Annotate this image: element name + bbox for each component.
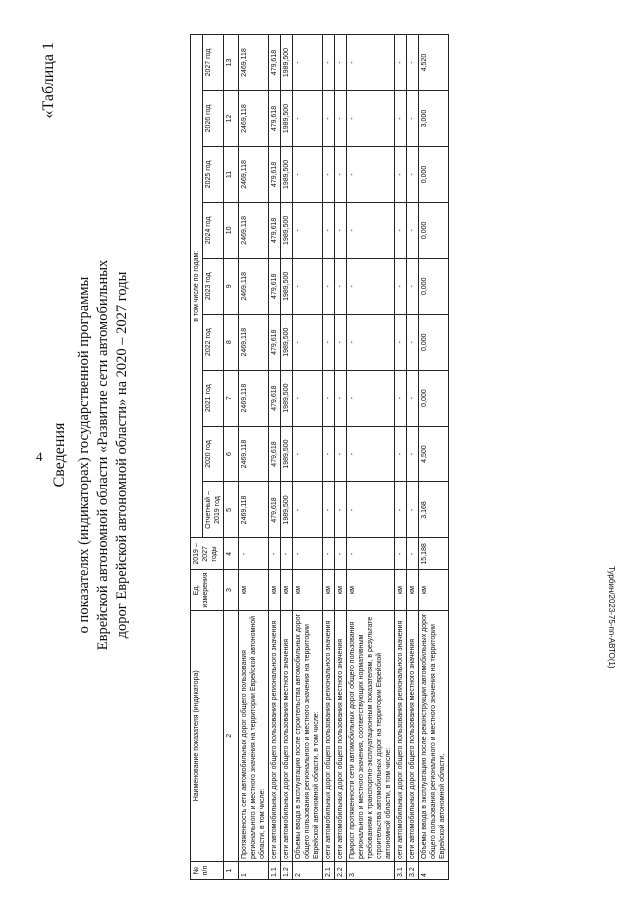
header-year: 2021 год	[203, 370, 224, 426]
year-value-cell: -	[323, 482, 335, 538]
year-value-cell: 3,000	[419, 91, 449, 147]
year-value-cell: -	[395, 314, 407, 370]
year-value-cell: -	[395, 258, 407, 314]
year-value-cell: 2469,118	[239, 35, 269, 91]
column-number: 6	[224, 426, 239, 482]
year-value-cell: -	[335, 482, 347, 538]
year-value-cell: -	[347, 258, 395, 314]
year-value-cell: 0,000	[419, 314, 449, 370]
year-value-cell: 479,618	[269, 91, 281, 147]
year-value-cell: -	[323, 202, 335, 258]
table-body	[239, 35, 449, 880]
year-value-cell: 479,618	[269, 314, 281, 370]
year-value-cell: -	[335, 91, 347, 147]
year-value-cell: -	[347, 370, 395, 426]
unit-cell: км	[419, 570, 449, 610]
total-cell: -	[335, 538, 347, 570]
table-row	[347, 35, 395, 880]
unit-cell: км	[335, 570, 347, 610]
total-cell: -	[239, 538, 269, 570]
year-value-cell: 0,000	[419, 146, 449, 202]
column-number: 8	[224, 314, 239, 370]
year-value-cell: -	[335, 146, 347, 202]
year-value-cell: -	[347, 91, 395, 147]
column-number: 9	[224, 258, 239, 314]
indicator-name-cell: сети автомобильных дорог общего пользования местного значения	[281, 610, 293, 861]
table-row	[293, 35, 323, 880]
header-year: 2022 год	[203, 314, 224, 370]
year-value-cell: 2469,118	[239, 314, 269, 370]
header-total: 2019 – 2027 годы	[191, 538, 224, 570]
year-value-cell: 2469,118	[239, 426, 269, 482]
header-year: 2024 год	[203, 202, 224, 258]
year-value-cell: 1989,500	[281, 91, 293, 147]
header-year: 2020 год	[203, 426, 224, 482]
table-row	[335, 35, 347, 880]
year-value-cell: -	[293, 146, 323, 202]
document-heading	[50, 30, 132, 880]
year-value-cell: -	[293, 370, 323, 426]
column-number: 5	[224, 482, 239, 538]
indicator-name-cell: сети автомобильных дорог общего пользования местного значения	[407, 610, 419, 861]
year-value-cell: -	[335, 370, 347, 426]
year-value-cell: -	[347, 202, 395, 258]
year-value-cell: 1989,500	[281, 482, 293, 538]
year-value-cell: -	[395, 146, 407, 202]
year-value-cell: -	[407, 202, 419, 258]
year-value-cell: -	[293, 35, 323, 91]
year-value-cell: -	[347, 426, 395, 482]
year-value-cell: 479,618	[269, 482, 281, 538]
year-value-cell: -	[323, 35, 335, 91]
document-code: Турбин/2023-75-пп-АВТО(1)	[607, 566, 616, 669]
total-cell: -	[395, 538, 407, 570]
year-value-cell: -	[407, 91, 419, 147]
indicator-name-cell: Прирост протяженности сети автомобильных дорог общего пользования регионального и местного значения, соответствующих нормативным требованиям к транспортно-эксплуатационным показателям, в результате строительства автомобильных дорог на территории Еврейской автономной области, в том числе:	[347, 610, 395, 861]
row-number-cell: 1.1	[269, 862, 281, 880]
heading-title: Сведения	[51, 422, 68, 488]
year-value-cell: -	[395, 202, 407, 258]
row-number-cell: 2.2	[335, 862, 347, 880]
year-value-cell: 2469,118	[239, 482, 269, 538]
year-value-cell: 1989,500	[281, 202, 293, 258]
year-value-cell: -	[335, 314, 347, 370]
year-value-cell: -	[323, 314, 335, 370]
year-value-cell: -	[293, 202, 323, 258]
indicator-name-cell: Протяженность сети автомобильных дорог общего пользования регионального и местного значения на территории Еврейской автономной области, в том числе:	[239, 610, 269, 861]
unit-cell: км	[323, 570, 335, 610]
table-row	[419, 35, 449, 880]
year-value-cell: 1989,500	[281, 426, 293, 482]
year-value-cell: -	[293, 258, 323, 314]
unit-cell: км	[407, 570, 419, 610]
header-year: 2023 год	[203, 258, 224, 314]
year-value-cell: -	[407, 314, 419, 370]
total-cell: 15,188	[419, 538, 449, 570]
row-number-cell: 3.1	[395, 862, 407, 880]
year-value-cell: 479,618	[269, 370, 281, 426]
row-number-cell: 2	[293, 862, 323, 880]
header-year: Отчетный – 2019 год	[203, 482, 224, 538]
total-cell: -	[407, 538, 419, 570]
year-value-cell: -	[347, 314, 395, 370]
heading-line: Еврейской автономной области «Развитие сети автомобильных	[95, 259, 111, 651]
column-number: 10	[224, 202, 239, 258]
column-number: 1	[224, 862, 239, 880]
unit-cell: км	[239, 570, 269, 610]
unit-cell: км	[281, 570, 293, 610]
column-number: 2	[224, 610, 239, 861]
year-value-cell: -	[395, 370, 407, 426]
indicator-name-cell: сети автомобильных дорог общего пользования регионального значения	[269, 610, 281, 861]
column-number: 3	[224, 570, 239, 610]
year-value-cell: -	[323, 146, 335, 202]
year-value-cell: 0,000	[419, 202, 449, 258]
table-label: «Таблица 1	[40, 42, 57, 119]
year-value-cell: 1989,500	[281, 370, 293, 426]
row-number-cell: 1	[239, 862, 269, 880]
year-value-cell: 4,520	[419, 35, 449, 91]
header-year: 2026 год	[203, 91, 224, 147]
year-value-cell: 2469,118	[239, 202, 269, 258]
year-value-cell: -	[293, 91, 323, 147]
header-year: 2027 год	[203, 35, 224, 91]
year-value-cell: -	[407, 370, 419, 426]
year-value-cell: 1989,500	[281, 258, 293, 314]
table-row	[395, 35, 407, 880]
year-value-cell: -	[407, 35, 419, 91]
row-number-cell: 3	[347, 862, 395, 880]
header-years-group: в том числе по годам:	[191, 35, 203, 538]
year-value-cell: -	[347, 146, 395, 202]
year-value-cell: 2469,118	[239, 91, 269, 147]
year-value-cell: -	[395, 35, 407, 91]
year-value-cell: 479,618	[269, 35, 281, 91]
year-value-cell: -	[407, 258, 419, 314]
total-cell: -	[281, 538, 293, 570]
year-value-cell: 2469,118	[239, 146, 269, 202]
column-number: 11	[224, 146, 239, 202]
header-no: № п/п	[191, 862, 224, 880]
header-year: 2025 год	[203, 146, 224, 202]
indicator-name-cell: Объемы ввода в эксплуатацию после реконструкции автомобильных дорог общего пользования регионального и местного значения на территории Еврейской автономной области,	[419, 610, 449, 861]
row-number-cell: 1.2	[281, 862, 293, 880]
heading-line: дорог Еврейской автономной области» на 2020 – 2027 годы	[114, 271, 130, 639]
year-value-cell: 2469,118	[239, 370, 269, 426]
year-value-cell: -	[395, 426, 407, 482]
year-value-cell: -	[323, 426, 335, 482]
year-value-cell: -	[293, 426, 323, 482]
heading-line: о показателях (индикаторах) государственной программы	[76, 276, 92, 634]
year-value-cell: 3,168	[419, 482, 449, 538]
year-value-cell: 479,618	[269, 258, 281, 314]
total-cell: -	[293, 538, 323, 570]
total-cell: -	[323, 538, 335, 570]
column-number: 4	[224, 538, 239, 570]
rotated-page-content	[40, 30, 625, 880]
page-number: 4	[36, 449, 43, 464]
header-name: Наименование показателя (индикатора)	[191, 610, 224, 861]
indicator-name-cell: сети автомобильных дорог общего пользования местного значения	[335, 610, 347, 861]
year-value-cell: 2469,118	[239, 258, 269, 314]
unit-cell: км	[347, 570, 395, 610]
year-value-cell: 1989,500	[281, 35, 293, 91]
table-row	[239, 35, 269, 880]
year-value-cell: -	[395, 482, 407, 538]
year-value-cell: -	[335, 258, 347, 314]
table-row	[323, 35, 335, 880]
table-row	[269, 35, 281, 880]
year-value-cell: 0,000	[419, 258, 449, 314]
year-value-cell: 479,618	[269, 202, 281, 258]
header-unit: Ед. измерения	[191, 570, 224, 610]
year-value-cell: -	[407, 426, 419, 482]
year-value-cell: -	[323, 258, 335, 314]
year-value-cell: 1989,500	[281, 314, 293, 370]
year-value-cell: -	[395, 91, 407, 147]
indicator-name-cell: сети автомобильных дорог общего пользования регионального значения	[395, 610, 407, 861]
table-row	[407, 35, 419, 880]
total-cell: -	[347, 538, 395, 570]
total-cell: -	[269, 538, 281, 570]
year-value-cell: -	[347, 35, 395, 91]
year-value-cell: -	[347, 482, 395, 538]
year-value-cell: -	[323, 370, 335, 426]
table-row	[281, 35, 293, 880]
year-value-cell: -	[335, 35, 347, 91]
indicator-name-cell: сети автомобильных дорог общего пользования регионального значения	[323, 610, 335, 861]
indicator-name-cell: Объемы ввода в эксплуатацию после строительства автомобильных дорог общего пользования регионального и местного значения на территории Еврейской автономной области, в том числе:	[293, 610, 323, 861]
year-value-cell: -	[407, 482, 419, 538]
indicators-table	[190, 34, 449, 880]
column-number: 12	[224, 91, 239, 147]
column-number: 13	[224, 35, 239, 91]
year-value-cell: -	[335, 426, 347, 482]
year-value-cell: -	[293, 314, 323, 370]
row-number-cell: 3.2	[407, 862, 419, 880]
year-value-cell: -	[407, 146, 419, 202]
year-value-cell: 4,500	[419, 426, 449, 482]
unit-cell: км	[293, 570, 323, 610]
row-number-cell: 2.1	[323, 862, 335, 880]
year-value-cell: 0,000	[419, 370, 449, 426]
year-value-cell: -	[323, 91, 335, 147]
year-value-cell: 479,618	[269, 426, 281, 482]
year-value-cell: 479,618	[269, 146, 281, 202]
row-number-cell: 4	[419, 862, 449, 880]
column-number: 7	[224, 370, 239, 426]
unit-cell: км	[395, 570, 407, 610]
year-value-cell: 1989,500	[281, 146, 293, 202]
year-value-cell: -	[293, 482, 323, 538]
year-value-cell: -	[335, 202, 347, 258]
unit-cell: км	[269, 570, 281, 610]
